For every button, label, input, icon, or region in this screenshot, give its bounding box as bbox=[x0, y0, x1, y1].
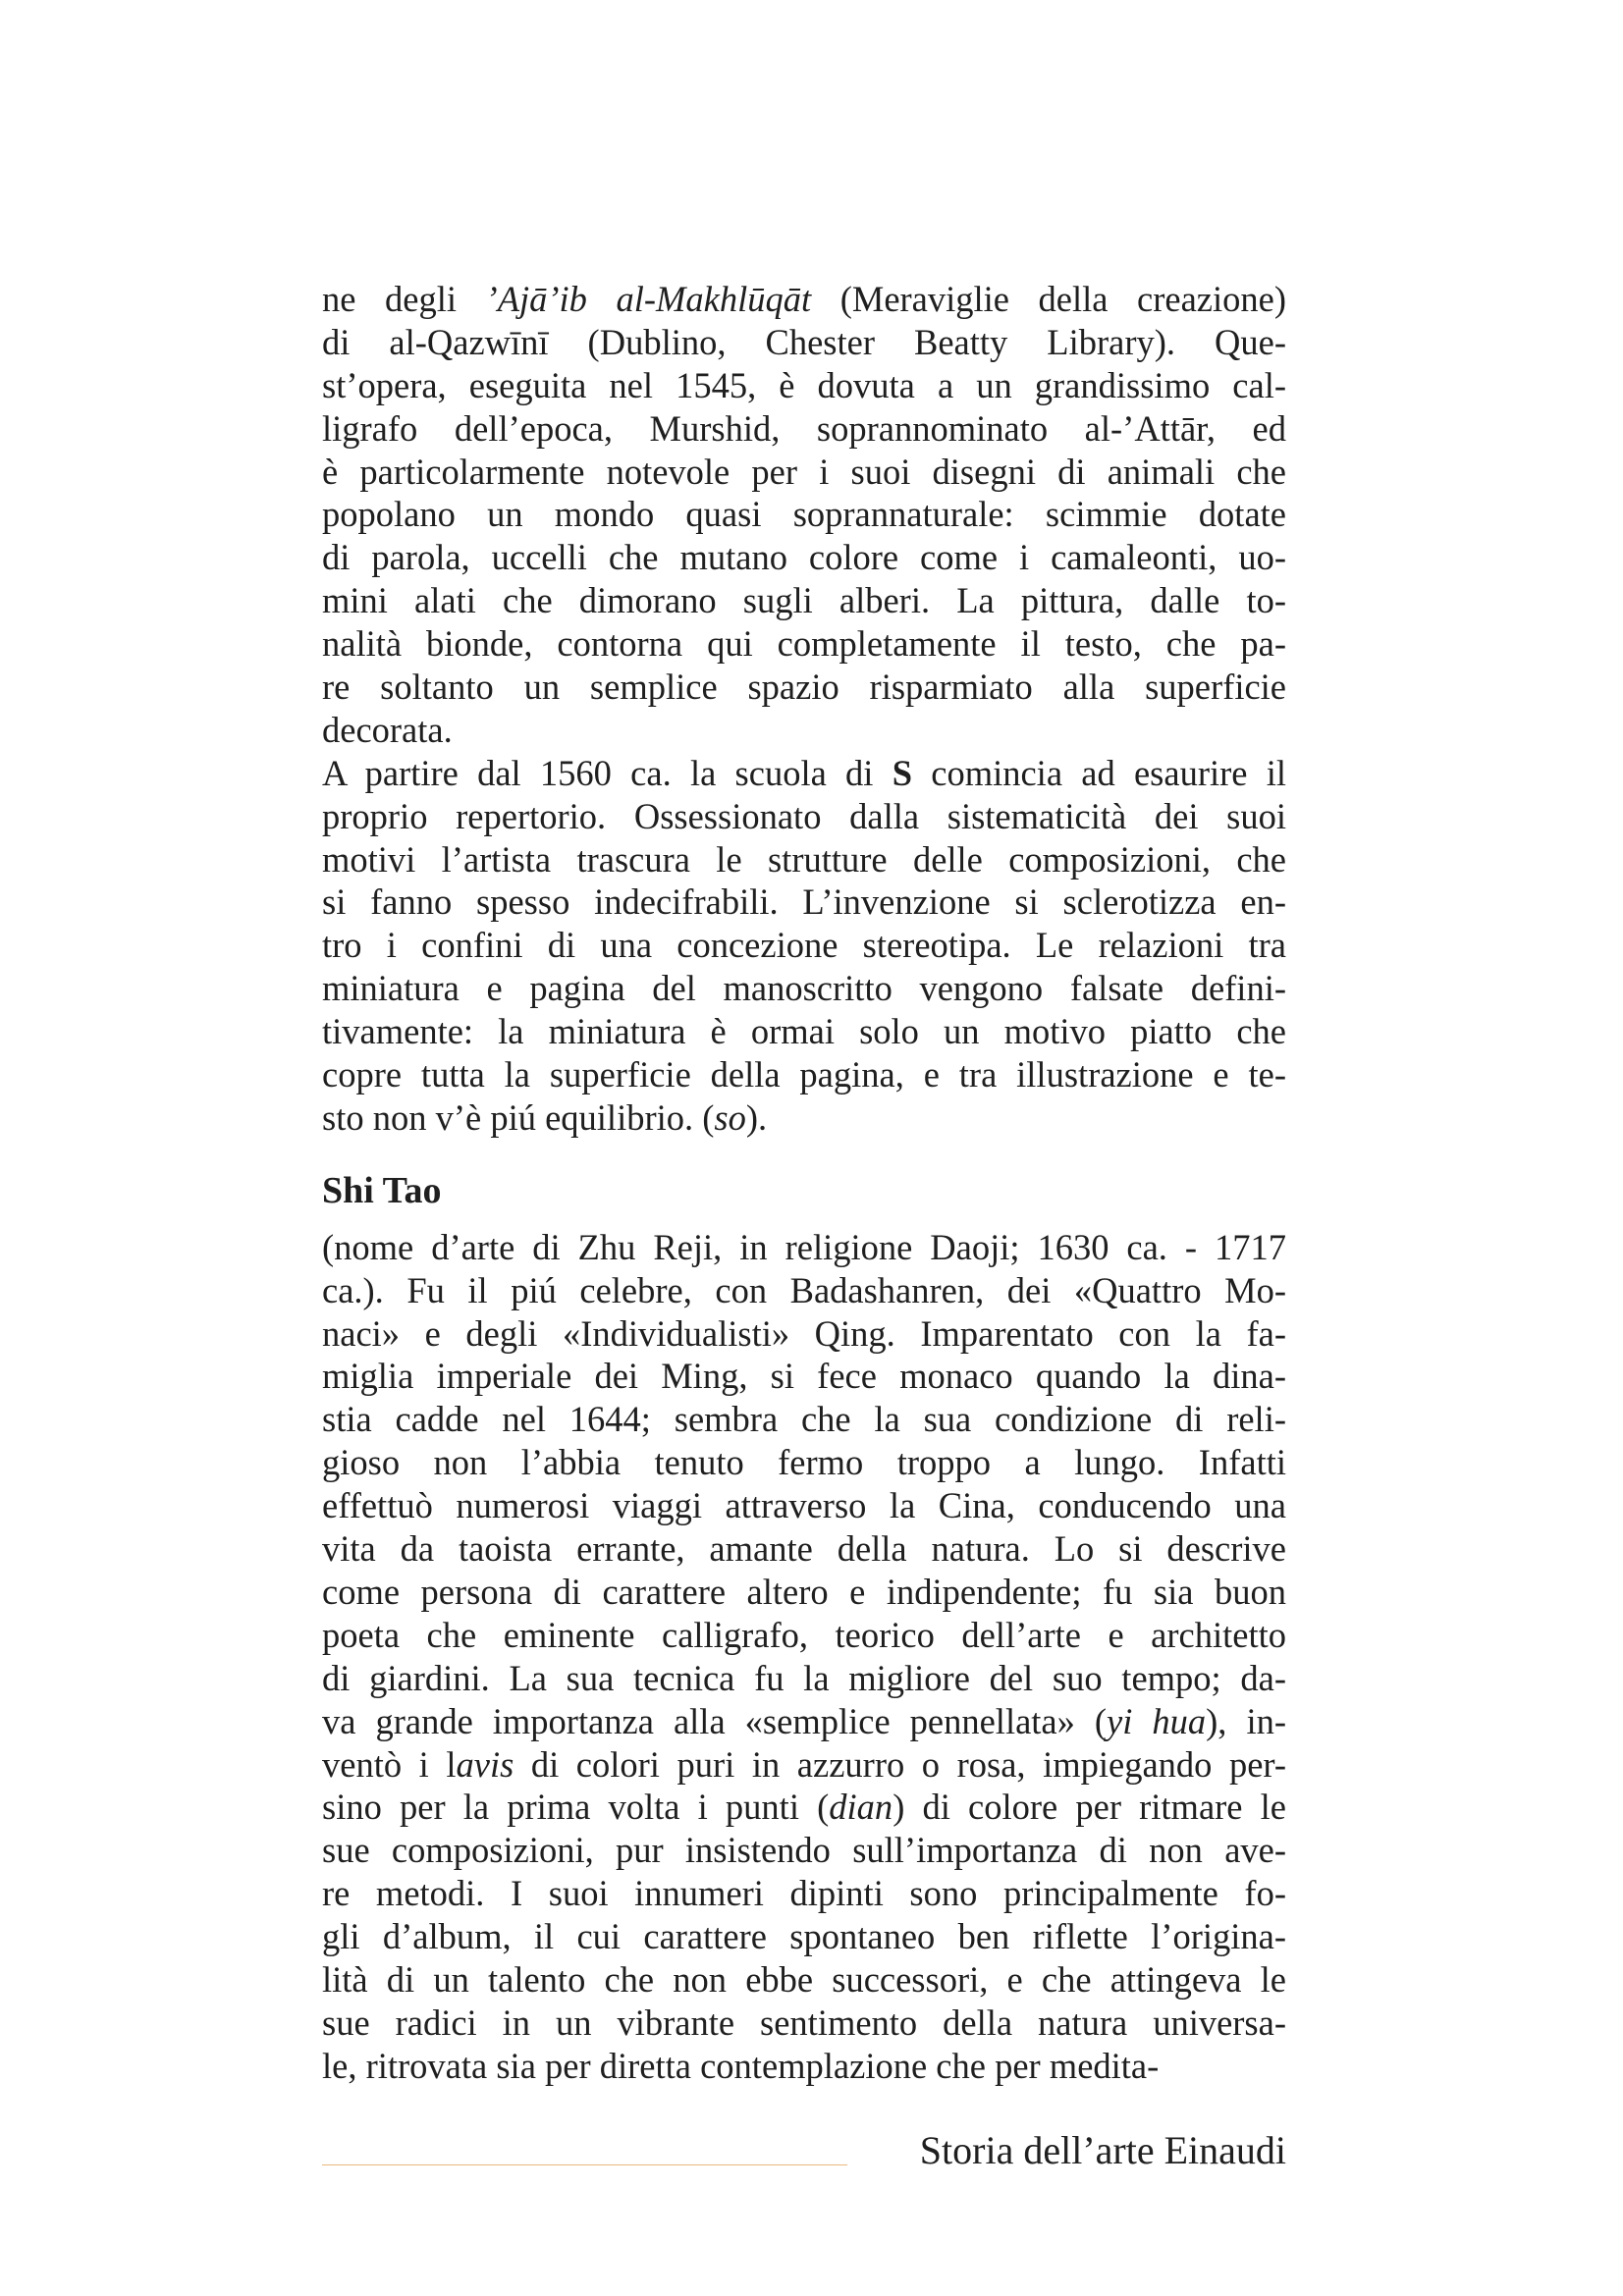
text-run: (Meraviglie della creazione) bbox=[811, 279, 1286, 319]
italic-text: avis bbox=[456, 1743, 514, 1785]
text-line bbox=[322, 967, 1286, 1010]
text-line bbox=[322, 881, 1286, 924]
text-run: tro i confini di una concezione stereotipa. Le relazioni tra bbox=[322, 925, 1286, 966]
text-run: mini alati che dimorano sugli alberi. La pittura, dalle to- bbox=[322, 580, 1286, 621]
text-run: stia cadde nel 1644; sembra che la sua condizione di reli- bbox=[322, 1399, 1286, 1440]
text-line bbox=[322, 536, 1286, 579]
text-run: ). bbox=[745, 1096, 768, 1138]
text-run: sue composizioni, pur insistendo sull’importanza di non ave- bbox=[322, 1830, 1286, 1871]
text-run: nalità bionde, contorna qui completamente il testo, che pa- bbox=[322, 623, 1286, 665]
text-run: è particolarmente notevole per i suoi disegni di animali che bbox=[322, 451, 1286, 492]
text-line bbox=[322, 1053, 1286, 1096]
text-run: di parola, uccelli che mutano colore come i camaleonti, uo- bbox=[322, 537, 1286, 578]
text-line bbox=[322, 1355, 1286, 1398]
text-run: ne degli bbox=[322, 279, 486, 319]
footer-rule bbox=[322, 2164, 847, 2165]
text-run: si fanno spesso indecifrabili. L’invenzione si sclerotizza en- bbox=[322, 881, 1286, 923]
text-run: va grande importanza alla «semplice pennellata» ( bbox=[322, 1700, 1108, 1741]
text-run: poeta che eminente calligrafo, teorico dell’arte e architetto bbox=[322, 1614, 1286, 1655]
text-line bbox=[322, 1958, 1286, 2002]
italic-text: so bbox=[714, 1096, 746, 1138]
text-line bbox=[322, 451, 1286, 494]
text-run: gli d’album, il cui carattere spontaneo ben riflette l’origina- bbox=[322, 1916, 1286, 1957]
text-line bbox=[322, 1312, 1286, 1356]
page-footer bbox=[322, 2125, 1286, 2176]
text-line bbox=[322, 1484, 1286, 1527]
text-run: sino per la prima volta i punti ( bbox=[322, 1787, 830, 1828]
text-line bbox=[322, 1398, 1286, 1441]
text-line bbox=[322, 1010, 1286, 1053]
text-line bbox=[322, 1657, 1286, 1700]
text-line bbox=[322, 1743, 1286, 1787]
text-run: ca.). Fu il piú celebre, con Badashanren, dei «Quattro Mo- bbox=[322, 1269, 1286, 1310]
text-run: gioso non l’abbia tenuto fermo troppo a lungo. Infatti bbox=[322, 1442, 1286, 1483]
text-line bbox=[322, 364, 1286, 407]
text-run: comincia ad esaurire il bbox=[912, 752, 1287, 793]
text-line bbox=[322, 579, 1286, 622]
text-line bbox=[322, 1700, 1286, 1743]
text-line bbox=[322, 838, 1286, 881]
italic-text: yi hua bbox=[1107, 1700, 1207, 1741]
text-run: come persona di carattere altero e indipendente; fu sia buon bbox=[322, 1571, 1286, 1612]
text-run: ventò i l bbox=[322, 1743, 457, 1785]
paragraph-shi-tao-biography bbox=[322, 1226, 1286, 2088]
text-run: decorata. bbox=[322, 709, 453, 750]
italic-text: ’Ajā’ib al-Makhlūqāt bbox=[485, 279, 812, 319]
text-line bbox=[322, 493, 1286, 536]
text-line bbox=[322, 2002, 1286, 2045]
text-run: (nome d’arte di Zhu Reji, in religione Daoji; 1630 ca. - 1717 bbox=[322, 1226, 1286, 1267]
text-line bbox=[322, 1786, 1286, 1829]
text-run: st’opera, eseguita nel 1545, è dovuta a un grandissimo cal- bbox=[322, 364, 1286, 405]
paragraph-school-decline bbox=[322, 752, 1286, 1140]
text-run: popolano un mondo quasi soprannaturale: scimmie dotate bbox=[322, 494, 1286, 535]
text-run: ), in- bbox=[1206, 1700, 1286, 1741]
text-run: miglia imperiale dei Ming, si fece monaco quando la dina- bbox=[322, 1356, 1286, 1397]
text-line bbox=[322, 1096, 1286, 1140]
text-line bbox=[322, 407, 1286, 451]
footer-title: Storia dell’arte Einaudi bbox=[919, 2128, 1286, 2172]
text-run: ) di colore per ritmare le bbox=[893, 1787, 1286, 1828]
text-line bbox=[322, 1872, 1286, 1915]
text-run: A partire dal 1560 ca. la scuola di bbox=[322, 752, 893, 793]
text-line bbox=[322, 1269, 1286, 1312]
text-line bbox=[322, 924, 1286, 967]
text-run: sue radici in un vibrante sentimento della natura universa- bbox=[322, 2002, 1286, 2043]
text-line bbox=[322, 1829, 1286, 1872]
text-run: vita da taoista errante, amante della natura. Lo si descrive bbox=[322, 1528, 1286, 1570]
text-run: tivamente: la miniatura è ormai solo un motivo piatto che bbox=[322, 1011, 1286, 1052]
text-line bbox=[322, 752, 1286, 795]
text-line bbox=[322, 666, 1286, 709]
paragraph-safavid-manuscripts bbox=[322, 278, 1286, 752]
text-line bbox=[322, 709, 1286, 752]
text-run: effettuò numerosi viaggi attraverso la Cina, conducendo una bbox=[322, 1485, 1286, 1526]
text-run: re metodi. I suoi innumeri dipinti sono principalmente fo- bbox=[322, 1873, 1286, 1914]
text-run: di colori puri in azzurro o rosa, impiegando per- bbox=[514, 1743, 1286, 1785]
page-content bbox=[322, 278, 1286, 2088]
text-run: di al-Qazwīnī (Dublino, Chester Beatty Library). Que- bbox=[322, 321, 1286, 362]
text-line bbox=[322, 2045, 1286, 2088]
text-line bbox=[322, 1527, 1286, 1571]
text-run: copre tutta la superficie della pagina, e tra illustrazione e te- bbox=[322, 1054, 1286, 1095]
text-run: miniatura e pagina del manoscritto vengono falsate defini- bbox=[322, 968, 1286, 1009]
text-run: lità di un talento che non ebbe successori, e che attingeva le bbox=[322, 1958, 1286, 2000]
text-run: ligrafo dell’epoca, Murshid, soprannominato al-’Attār, ed bbox=[322, 407, 1286, 449]
text-line bbox=[322, 278, 1286, 321]
text-line bbox=[322, 321, 1286, 364]
text-run: proprio repertorio. Ossessionato dalla sistematicità dei suoi bbox=[322, 795, 1286, 836]
text-line bbox=[322, 1614, 1286, 1657]
text-line bbox=[322, 1226, 1286, 1269]
italic-text: dian bbox=[829, 1787, 893, 1828]
text-line bbox=[322, 1571, 1286, 1614]
text-run: motivi l’artista trascura le strutture delle composizioni, che bbox=[322, 838, 1286, 880]
bold-text: S bbox=[892, 752, 912, 793]
text-line bbox=[322, 1441, 1286, 1484]
text-line bbox=[322, 795, 1286, 838]
text-run: le, ritrovata sia per diretta contemplazione che per medita- bbox=[322, 2045, 1160, 2086]
text-run: di giardini. La sua tecnica fu la migliore del suo tempo; da- bbox=[322, 1657, 1286, 1698]
entry-heading-shi-tao: Shi Tao bbox=[322, 1169, 442, 1211]
text-run: re soltanto un semplice spazio risparmiato alla superficie bbox=[322, 667, 1286, 708]
text-run: naci» e degli «Individualisti» Qing. Imparentato con la fa- bbox=[322, 1312, 1286, 1354]
text-line bbox=[322, 622, 1286, 666]
text-run: sto non v’è piú equilibrio. ( bbox=[322, 1096, 715, 1138]
text-line bbox=[322, 1915, 1286, 1958]
